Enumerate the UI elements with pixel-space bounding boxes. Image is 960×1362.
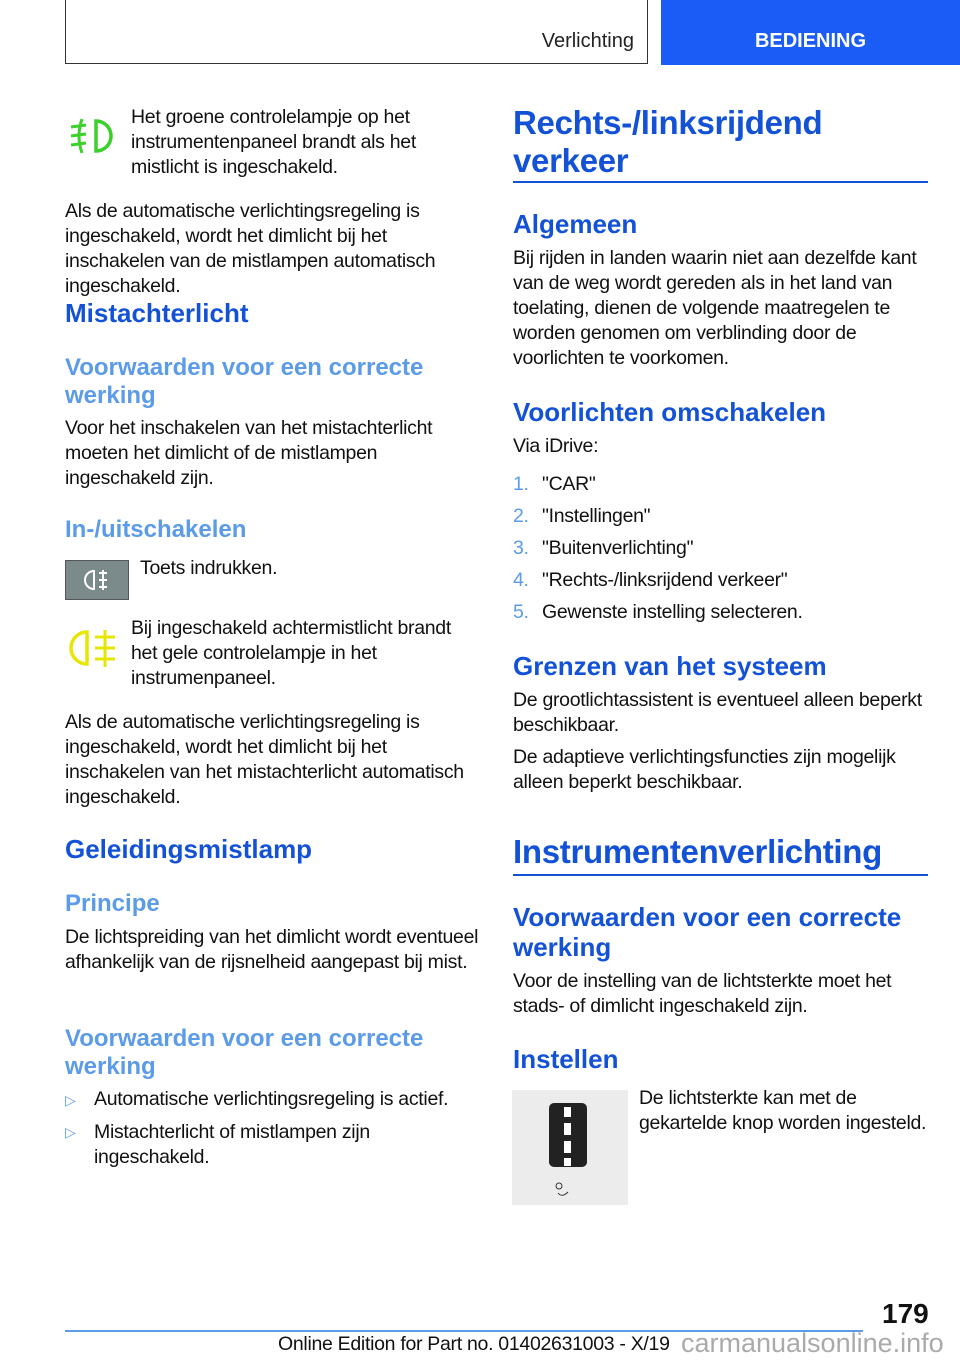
heading-mistachterlicht: Mistachterlicht [65, 298, 249, 328]
page-number: 179 [882, 1298, 929, 1329]
triangle-bullet-icon: ▷ [65, 1092, 76, 1108]
green-fog-light-indicator-icon [68, 115, 118, 157]
divider [513, 181, 928, 183]
heading-instellen: Instellen [513, 1044, 619, 1074]
heading-voorwaarden: Voorwaarden voor een correcte werking [65, 354, 424, 409]
section-title: Verlichting [541, 30, 634, 52]
heading-voorwaarden: Voorwaarden voor een correcte werking [513, 902, 902, 962]
paragraph: Als de automatische verlichtingsregeling is ingeschakeld, wordt het dimlicht bij het inschakelen van de mistlampen automatisch ingeschakeld. [65, 200, 436, 297]
paragraph: De grootlichtassistent is eventueel alleen beperkt beschikbaar. [513, 689, 922, 736]
heading-instrumentenverlichting: Instrumentenverlichting [513, 833, 882, 870]
paragraph: Voor de instelling van de lichtsterkte moet het stads- of dimlicht ingeschakeld zijn. [513, 970, 892, 1017]
step-item: 2. "Instellingen" [513, 505, 651, 527]
paragraph: Bij rijden in landen waarin niet aan dezelfde kant van de weg wordt gereden als in het land van toelating, dienen de volgende maatregelen te worden genomen om verblinding door de voorlichten te voorkomen. [513, 247, 917, 369]
heading-principe: Principe [65, 890, 160, 917]
heading-algemeen: Algemeen [513, 209, 638, 239]
paragraph: De lichtsterkte kan met de gekartelde knop worden ingesteld. [639, 1087, 927, 1134]
heading-geleidingsmistlamp: Geleidingsmistlamp [65, 834, 313, 864]
triangle-bullet-icon: ▷ [65, 1124, 76, 1140]
heading-rechts-linksrijdend: Rechts-/linksrijdend verkeer [513, 104, 823, 179]
watermark: carmanualsonline.info [681, 1328, 944, 1358]
bullet-item: ▷ Mistachterlicht of mistlampen zijn ingeschakeld. [65, 1121, 370, 1168]
dimmer-knob-image [512, 1090, 628, 1205]
steps-list [513, 472, 803, 632]
step-item: 1. "CAR" [513, 473, 596, 495]
step-item: 4. "Rechts-/linksrijdend verkeer" [513, 569, 788, 591]
paragraph: Bij ingeschakeld achtermistlicht brandt het gele controlelampje in het instrumenpaneel. [131, 617, 451, 689]
paragraph: Toets indrukken. [140, 557, 278, 579]
heading-voorwaarden: Voorwaarden voor een correcte werking [65, 1025, 424, 1080]
heading-grenzen: Grenzen van het systeem [513, 651, 827, 681]
paragraph: Via iDrive: [513, 435, 599, 457]
divider [513, 874, 928, 876]
heading-in-uitschakelen: In-/uitschakelen [65, 516, 247, 543]
paragraph: De lichtspreiding van het dimlicht wordt eventueel afhankelijk van de rijsnelheid aangepast bij mist. [65, 926, 479, 973]
edition-text: Online Edition for Part no. 01402631003 - X/19 [278, 1333, 670, 1355]
paragraph: De adaptieve verlichtingsfuncties zijn mogelijk alleen beperkt beschikbaar. [513, 746, 896, 793]
paragraph: Het groene controlelampje op het instrumentenpaneel brandt als het mistlicht is ingeschakeld. [131, 106, 416, 178]
rear-fog-button-icon [65, 560, 129, 600]
bullet-item: ▷ Automatische verlichtingsregeling is actief. [65, 1087, 480, 1113]
step-item: 3. "Buitenverlichting" [513, 537, 694, 559]
paragraph: Als de automatische verlichtingsregeling is ingeschakeld, wordt het dimlicht bij het inschakelen van het mistachterlicht automatisch ingeschakeld. [65, 711, 464, 808]
step-item: 5. Gewenste instelling selecteren. [513, 601, 803, 623]
paragraph: Voor het inschakelen van het mistachterlicht moeten het dimlicht of de mistlampen ingeschakeld zijn. [65, 417, 433, 489]
chapter-tab[interactable]: BEDIENING [661, 0, 960, 65]
yellow-rear-fog-indicator-icon [67, 627, 119, 669]
heading-voorlichten: Voorlichten omschakelen [513, 397, 827, 427]
